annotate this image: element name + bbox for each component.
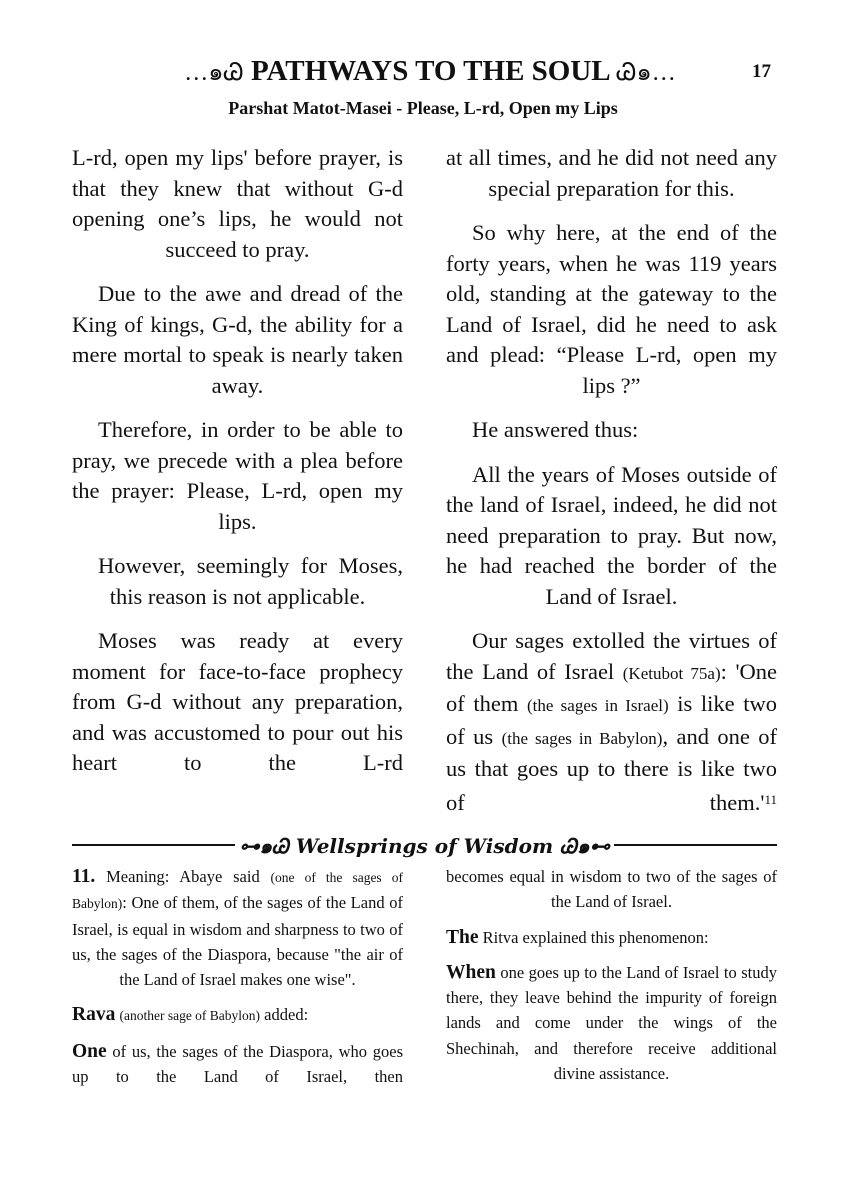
paragraph bbox=[446, 143, 777, 204]
text-segment: So why here, at the end of the forty years, when he was 119 years old, standing at the gateway to the Land of Israel, did he need to ask and plead: “Please L-rd, open my lips ?” bbox=[446, 220, 777, 398]
paragraph bbox=[72, 143, 403, 265]
paragraph bbox=[72, 279, 403, 401]
divider-label: Wellsprings of Wisdom bbox=[295, 834, 554, 858]
bold-lead-text: The bbox=[446, 926, 479, 948]
ornament-left-icon: …๑Ꮚ bbox=[184, 60, 244, 86]
text-segment: added: bbox=[260, 1005, 309, 1025]
paragraph bbox=[446, 864, 777, 915]
footnote-divider bbox=[72, 830, 777, 860]
text-segment: of us, the sages of the Diaspora, who goes up to the Land of Israel, then bbox=[72, 1041, 403, 1087]
bold-lead-text: 11. bbox=[72, 866, 96, 887]
paragraph bbox=[446, 925, 777, 950]
book-title bbox=[130, 52, 730, 91]
parenthetical-text: (Ketubot 75a) bbox=[622, 663, 721, 683]
text-segment: However, seemingly for Moses, this reason is not applicable. bbox=[98, 553, 403, 609]
text-segment: is like two of us bbox=[446, 691, 777, 749]
text-segment: Therefore, in order to be able to pray, we precede with a plea before the prayer: Please, L-rd, open my lips. bbox=[72, 417, 403, 534]
book-title-text: PATHWAYS TO THE SOUL bbox=[250, 55, 610, 87]
divider-label-wrap bbox=[72, 830, 777, 862]
footnote-reference[interactable]: 11 bbox=[764, 791, 777, 807]
text-segment: : 'One of them bbox=[446, 658, 777, 716]
parenthetical-text: (one of the sages of Babylon) bbox=[72, 870, 403, 912]
ornament-right-icon: Ꮚ๑… bbox=[616, 60, 676, 86]
paragraph bbox=[72, 864, 403, 992]
chapter-subtitle: Parshat Matot-Masei - Please, L-rd, Open my Lips bbox=[228, 98, 618, 118]
body-column-right bbox=[446, 143, 777, 832]
parenthetical-text: (the sages in Israel) bbox=[526, 696, 669, 715]
text-segment: L-rd, open my lips' before prayer, is that they knew that without G-d opening one’s lips, he would not succeed to pray. bbox=[72, 145, 403, 262]
paragraph bbox=[446, 460, 777, 613]
bold-lead-text: When bbox=[446, 961, 496, 983]
paragraph bbox=[446, 218, 777, 401]
footnote-column-left bbox=[72, 864, 403, 1099]
text-segment: Due to the awe and dread of the King of kings, G-d, the ability for a mere mortal to speak is nearly taken away. bbox=[72, 281, 403, 398]
divider-label-group bbox=[235, 834, 613, 858]
parenthetical-text: (another sage of Babylon) bbox=[119, 1008, 261, 1024]
parenthetical-text: (the sages in Babylon) bbox=[501, 728, 663, 748]
paragraph bbox=[446, 415, 777, 446]
text-segment: at all times, and he did not need any special preparation for this. bbox=[446, 145, 777, 201]
paragraph bbox=[72, 1002, 403, 1028]
text-segment: one goes up to the Land of Israel to study there, they leave behind the impurity of foreign lands and come under the wings of the Shechinah, and therefore receive additional divine assistance. bbox=[446, 962, 777, 1084]
body-column-left bbox=[72, 143, 403, 793]
text-segment: Our sages extolled the virtues of the Land of Israel bbox=[446, 628, 777, 684]
divider-ornament-right-icon: Ꮚ๑⊷ bbox=[560, 834, 610, 858]
paragraph bbox=[72, 626, 403, 779]
divider-ornament-left-icon: ⊶๑Ꮚ bbox=[239, 834, 289, 858]
text-segment: , and one of us that goes up to there is like two of them.' bbox=[446, 723, 778, 815]
paragraph bbox=[446, 626, 777, 818]
text-segment: All the years of Moses outside of the land of Israel, indeed, he did not need preparation to pray. But now, he had reached the border of the Land of Israel. bbox=[446, 461, 777, 609]
text-segment: He answered thus: bbox=[472, 417, 639, 442]
paragraph bbox=[446, 960, 777, 1086]
text-segment: Meaning: Abaye said bbox=[95, 867, 271, 886]
paragraph bbox=[72, 551, 403, 612]
page-number: 17 bbox=[752, 61, 771, 82]
text-segment: Ritva explained this phenomenon: bbox=[478, 927, 709, 947]
bold-lead-text: Rava bbox=[72, 1004, 116, 1026]
paragraph bbox=[72, 1039, 403, 1090]
text-segment: : One of them, of the sages of the Land of Israel, is equal in wisdom and sharpness to two of us, the sages of the Diaspora, because "the air of the Land of Israel makes one wise". bbox=[72, 893, 403, 990]
text-segment: becomes equal in wisdom to two of the sages of the Land of Israel. bbox=[446, 867, 777, 912]
text-segment: Moses was ready at every moment for face-to-face prophecy from G-d without any preparation, and was accustomed to pour out his heart to the L-rd bbox=[72, 628, 403, 775]
paragraph bbox=[72, 415, 403, 537]
footnote-column-right bbox=[446, 864, 777, 1096]
bold-lead-text: One bbox=[72, 1040, 107, 1062]
